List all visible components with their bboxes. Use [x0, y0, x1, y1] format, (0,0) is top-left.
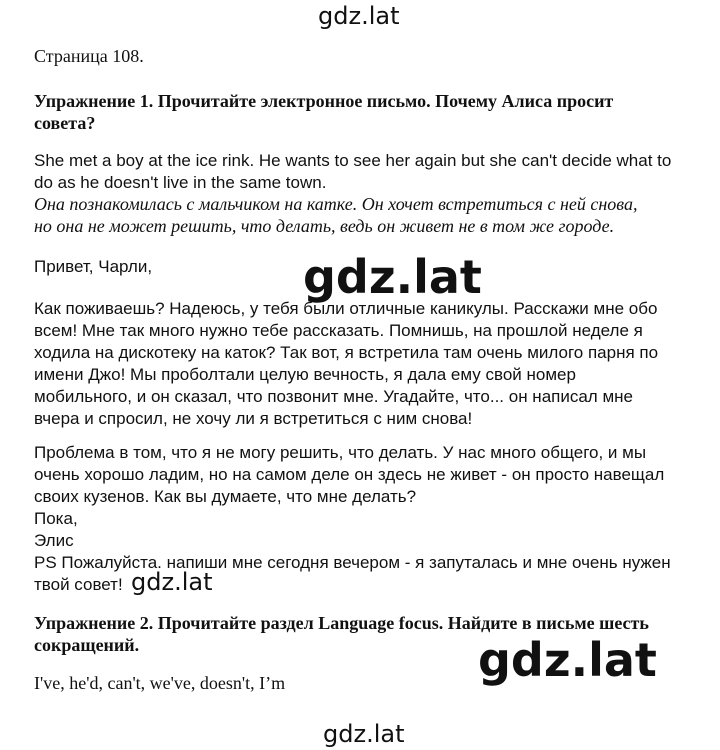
letter-greeting: Привет, Чарли, — [34, 257, 153, 276]
exercise-2-answer: I've, he'd, can't, we've, doesn't, I’m — [34, 673, 286, 693]
letter-p2-line-2: очень хорошо ладим, но на самом деле он здесь не живет - он просто навещал — [34, 465, 665, 484]
letter-p2-line-3: своих кузенов. Как вы думаете, что мне делать? — [34, 487, 417, 506]
letter-p1-line-1: Как поживаешь? Надеюсь, у тебя были отличные каникулы. Расскажи мне обо — [34, 299, 658, 318]
exercise-1-title-line-2: совета? — [34, 113, 96, 133]
exercise-1-title-line-1: Упражнение 1. Прочитайте электронное письмо. Почему Алиса просит — [34, 91, 614, 111]
letter-p1-line-3: ходила на дискотеку на каток? Так вот, я встретила там очень милого парня по — [34, 343, 659, 362]
letter-p1-line-6: вчера и спросил, не хочу ли я встретиться с ним снова! — [34, 409, 473, 428]
letter-signature: Элис — [34, 531, 74, 550]
watermark-large: gdz.lat — [478, 633, 657, 687]
letter-ps-line-1: PS Пожалуйста. напиши мне сегодня вечером - я запуталась и мне очень нужен — [34, 553, 671, 572]
exercise-1-answer — [34, 150, 684, 237]
letter-ps-line-2: твой совет! — [34, 575, 123, 594]
exercise-2-title-line-2: сокращений. — [34, 635, 140, 655]
letter-paragraph-1 — [34, 298, 684, 430]
letter-p1-line-5: мобильного, и он сказал, что позвонит мне. Угадайте, что... он написал мне — [34, 387, 633, 406]
letter-p1-line-4: имени Джо! Мы проболтали целую вечность, я дала ему свой номер — [34, 365, 576, 384]
exercise-1-title — [34, 90, 664, 134]
answer-english-line-1: She met a boy at the ice rink. He wants to see her again but she can't decide what to — [34, 151, 672, 170]
answer-russian-line-1: Она познакомилась с мальчиком на катке. Он хочет встретиться с ней снова, — [34, 194, 638, 214]
watermark-top: gdz.lat — [318, 2, 400, 30]
watermark-middle: gdz.lat — [303, 250, 482, 304]
letter-p1-line-2: всем! Мне так много нужно тебе рассказать. Помнишь, на прошлой неделе я — [34, 321, 643, 340]
answer-english-line-2: do as he doesn't live in the same town. — [34, 173, 327, 192]
page-label: Страница 108. — [34, 46, 144, 66]
letter-p2-line-1: Проблема в том, что я не могу решить, что делать. У нас много общего, и мы — [34, 443, 647, 462]
exercise-2-title-line-1: Упражнение 2. Прочитайте раздел Language focus. Найдите в письме шесть — [34, 613, 649, 633]
answer-russian-line-2: но она не может решить, что делать, ведь он живет не в том же городе. — [34, 216, 615, 236]
watermark-small: gdz.lat — [131, 568, 213, 596]
letter-closing: Пока, — [34, 509, 78, 528]
watermark-bottom: gdz.lat — [323, 720, 405, 748]
